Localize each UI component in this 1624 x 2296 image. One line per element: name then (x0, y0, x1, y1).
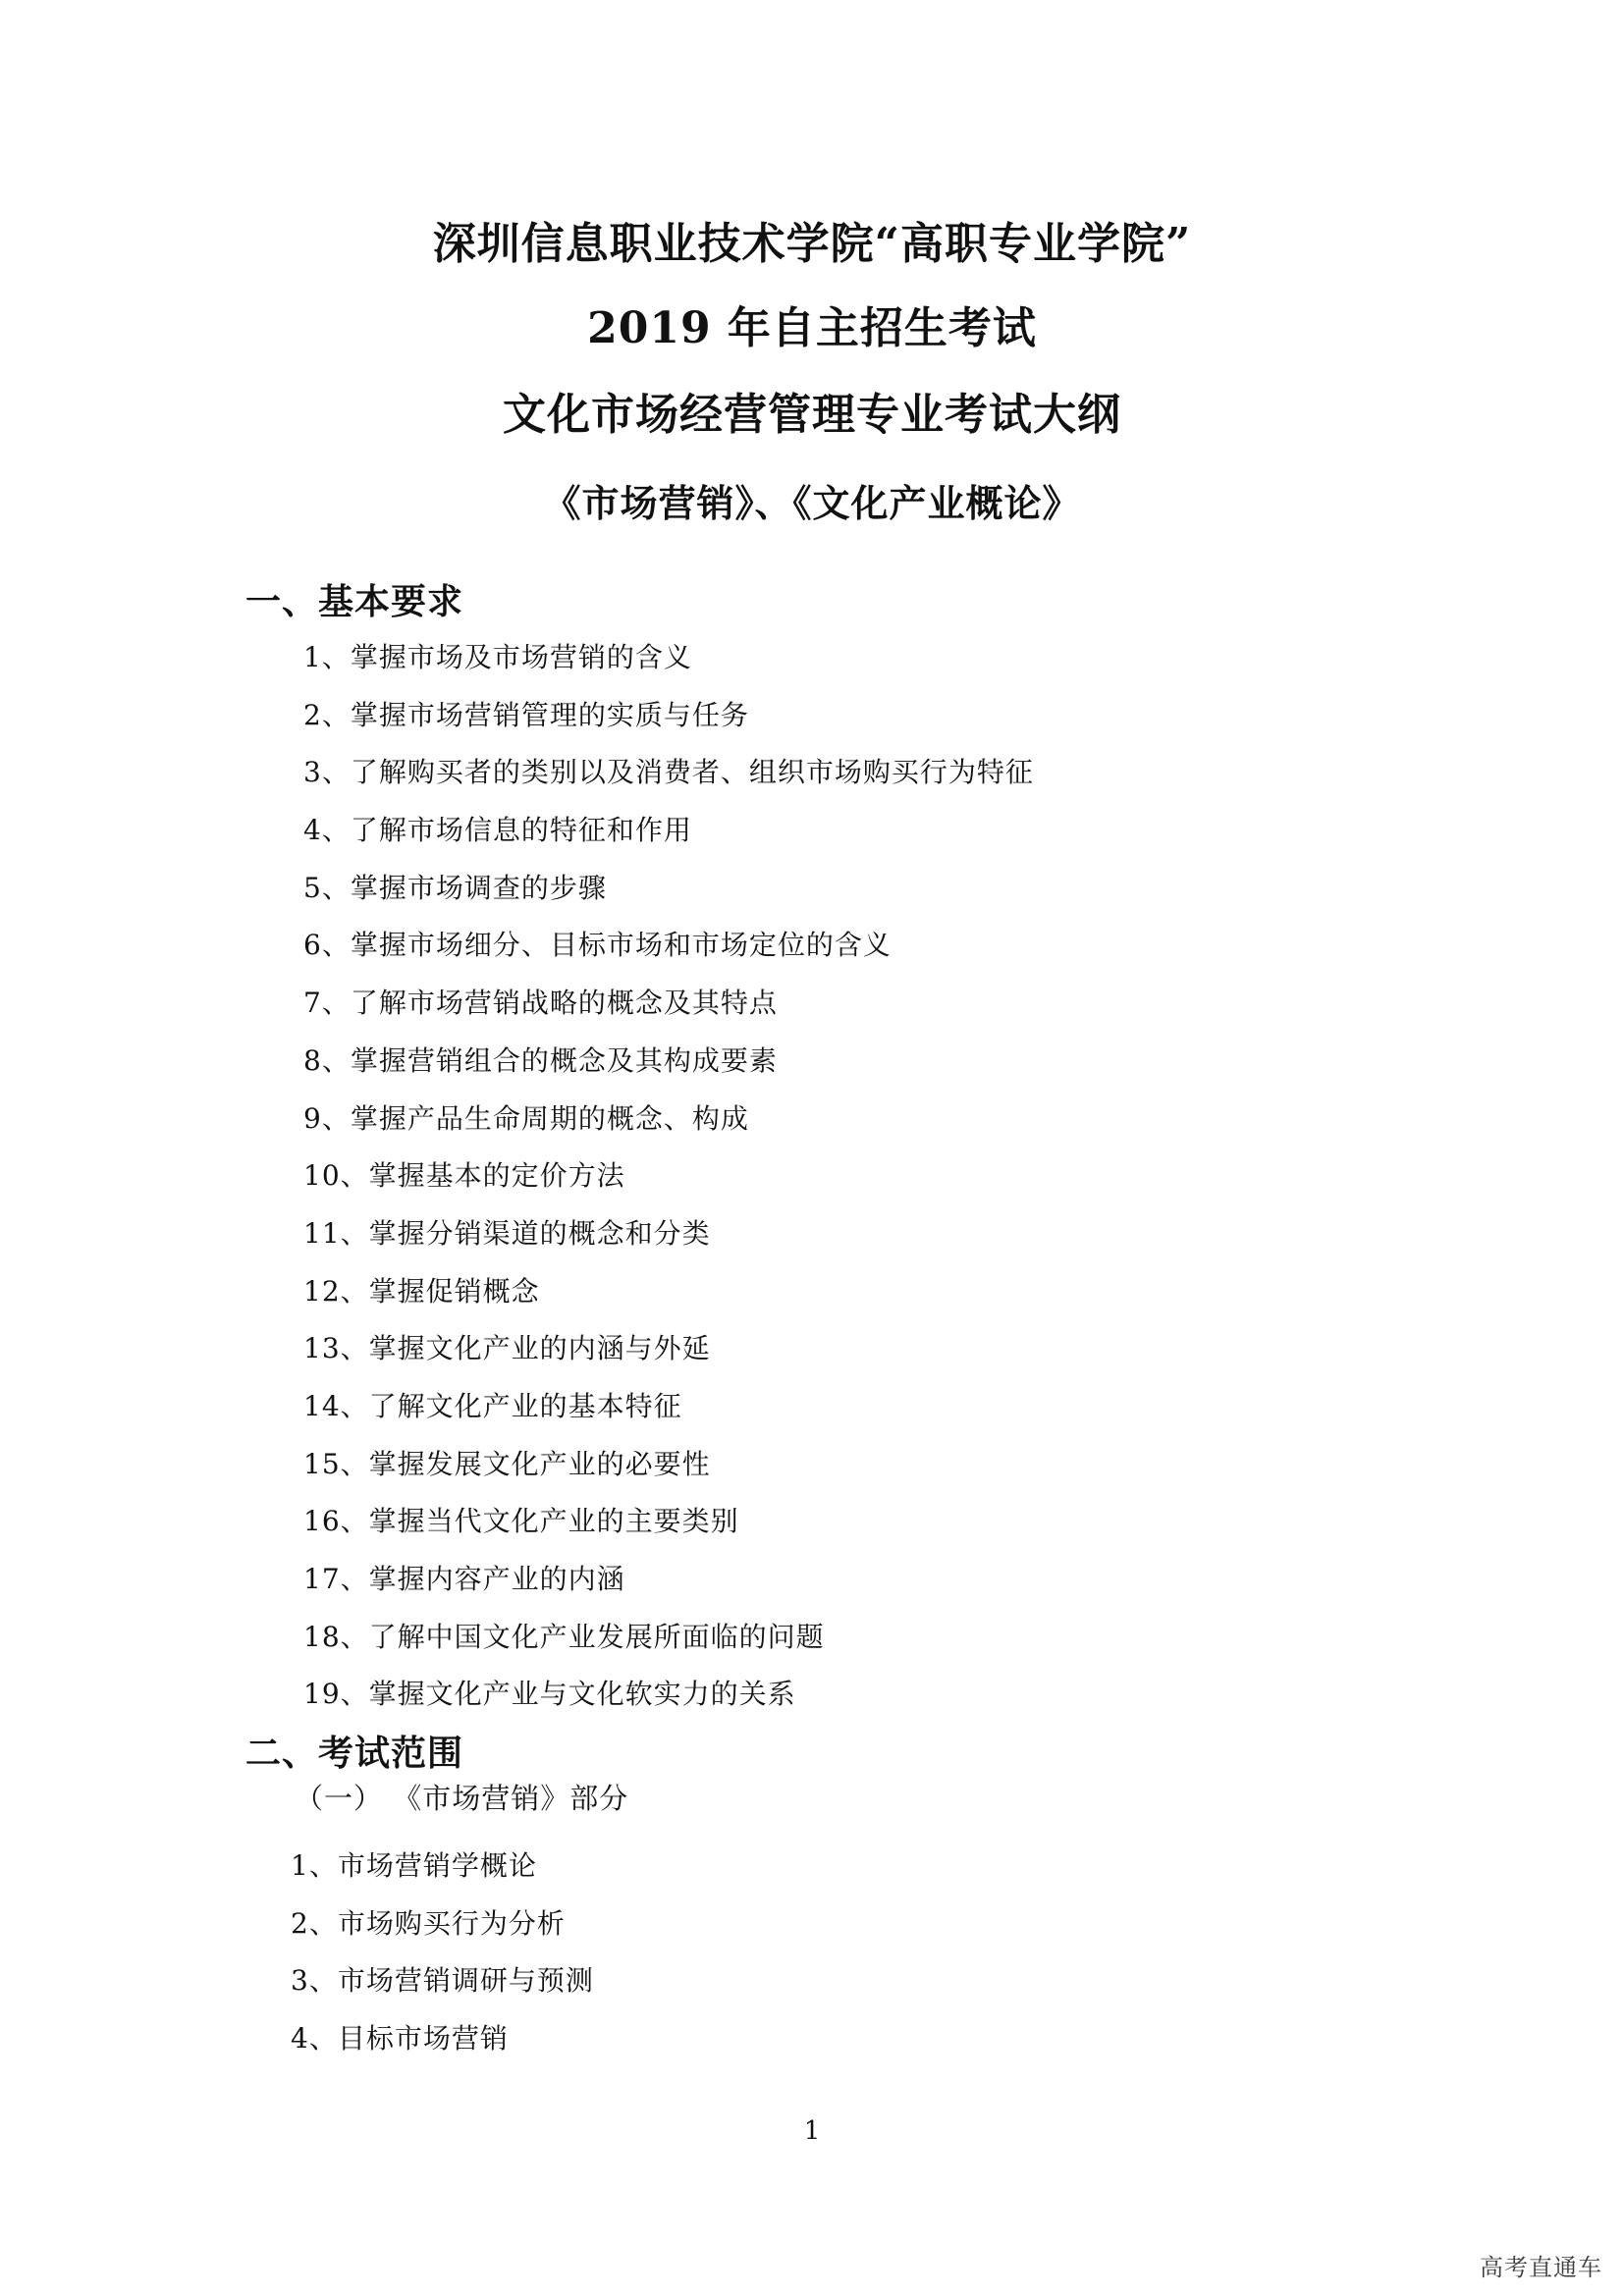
list-item: 4、目标市场营销 (291, 2022, 509, 2056)
title-institution: 深圳信息职业技术学院“高职专业学院” (432, 219, 1192, 269)
watermark-logo: 高考直通车 (1480, 2254, 1602, 2281)
list-item: 18、了解中国文化产业发展所面临的问题 (303, 1620, 825, 1653)
list-item: 5、掌握市场调查的步骤 (303, 871, 607, 904)
list-item: 3、了解购买者的类别以及消费者、组织市场购买行为特征 (303, 756, 1034, 789)
list-item: 19、掌握文化产业与文化软实力的关系 (303, 1678, 796, 1711)
subsection-heading-marketing: （一） 《市场营销》部分 (295, 1782, 629, 1815)
list-item: 10、掌握基本的定价方法 (303, 1159, 625, 1193)
title-syllabus: 文化市场经营管理专业考试大纲 (503, 390, 1121, 440)
list-item: 14、了解文化产业的基本特征 (303, 1389, 682, 1422)
list-item: 9、掌握产品生命周期的概念、构成 (303, 1101, 749, 1135)
title-exam-year: 2019 年自主招生考试 (587, 303, 1037, 353)
exam-scope-list (291, 1838, 594, 2068)
list-item: 4、了解市场信息的特征和作用 (303, 814, 692, 847)
list-item: 11、掌握分销渠道的概念和分类 (303, 1216, 711, 1250)
list-item: 2、掌握市场营销管理的实质与任务 (303, 698, 749, 731)
list-item: 1、掌握市场及市场营销的含义 (303, 641, 692, 673)
list-item: 15、掌握发展文化产业的必要性 (303, 1447, 711, 1480)
list-item: 17、掌握内容产业的内涵 (303, 1563, 625, 1595)
list-item: 13、掌握文化产业的内涵与外延 (303, 1332, 711, 1365)
list-item: 6、掌握市场细分、目标市场和市场定位的含义 (303, 929, 892, 962)
title-courses: 《市场营销》、《文化产业概论》 (543, 481, 1081, 525)
list-item: 7、了解市场营销战略的概念及其特点 (303, 987, 778, 1020)
section-heading-basic-requirements: 一、基本要求 (245, 581, 464, 622)
requirements-list (303, 629, 1034, 1724)
page-number: 1 (803, 2116, 821, 2146)
list-item: 16、掌握当代文化产业的主要类别 (303, 1505, 739, 1538)
section-heading-exam-scope: 二、考试范围 (245, 1733, 464, 1774)
list-item: 2、市场购买行为分析 (291, 1906, 566, 1940)
list-item: 1、市场营销学概论 (291, 1849, 537, 1882)
list-item: 3、市场营销调研与预测 (291, 1964, 594, 1998)
list-item: 12、掌握促销概念 (303, 1274, 540, 1308)
list-item: 8、掌握营销组合的概念及其构成要素 (303, 1043, 778, 1077)
